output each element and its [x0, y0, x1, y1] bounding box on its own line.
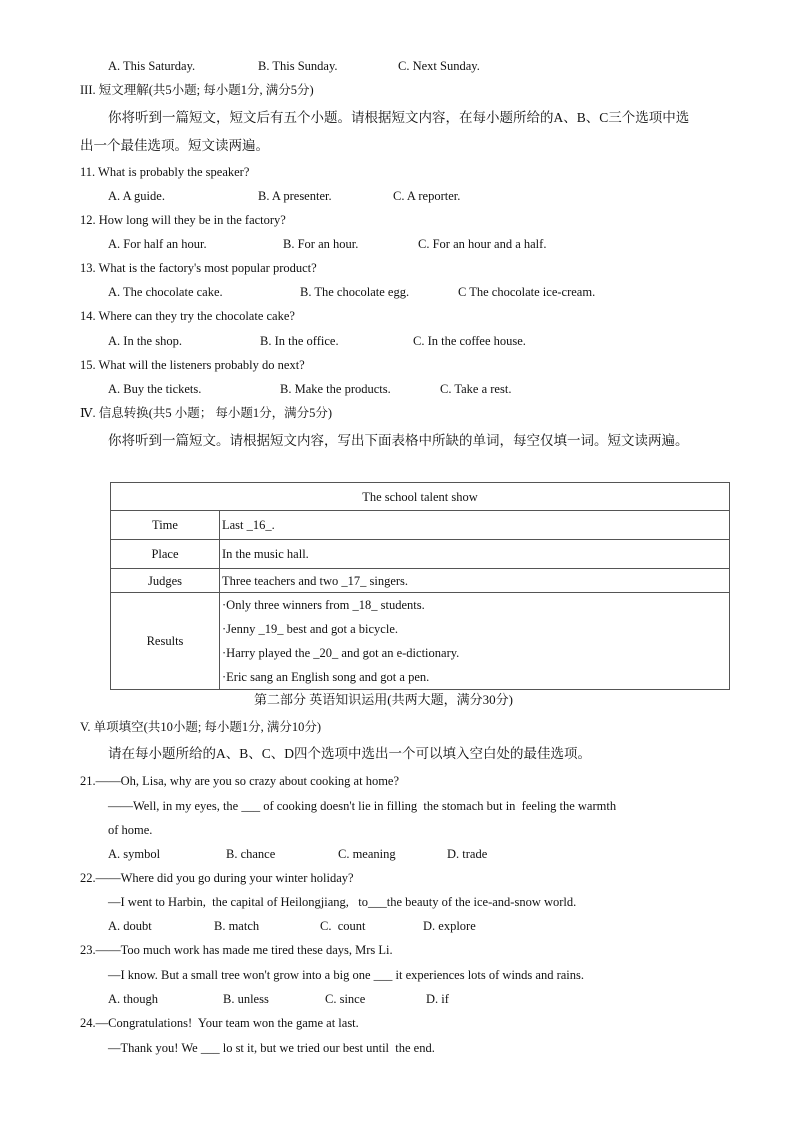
q14-question: 14. Where can they try the chocolate cake?	[80, 309, 295, 323]
result-line: ·Jenny _19_ best and got a bicycle.	[222, 622, 398, 636]
q22-option-b: B. match	[214, 919, 260, 933]
q13-option-c: C The chocolate ice-cream.	[458, 285, 596, 299]
q23-option-a: A. though	[108, 992, 158, 1006]
q10-option-c: C. Next Sunday.	[398, 59, 480, 73]
row-label-place: Place	[111, 540, 220, 569]
table-caption: The school talent show	[111, 483, 730, 511]
result-line: ·Harry played the _20_ and got an e-dictionary.	[222, 646, 460, 660]
q23-option-b: B. unless	[223, 992, 269, 1006]
q15-option-b: B. Make the products.	[280, 382, 391, 396]
section3-heading: III. 短文理解(共5小题; 每小题1分, 满分5分)	[80, 83, 314, 97]
q21-option-c: C. meaning	[338, 847, 396, 861]
talent-show-table	[110, 482, 730, 690]
row-value-results	[220, 593, 730, 690]
q10-option-a: A. This Saturday.	[108, 59, 196, 73]
q22-line2: —I went to Harbin, the capital of Heilongjiang, to___the beauty of the ice-and-snow world.	[108, 895, 577, 909]
result-line: ·Only three winners from _18_ students.	[222, 598, 425, 612]
part2-heading: 第二部分 英语知识运用(共两大题，满分30分)	[254, 692, 513, 707]
q23-line2: —I know. But a small tree won't grow into a big one ___ it experiences lots of winds and rains.	[108, 968, 585, 982]
q12-option-c: C. For an hour and a half.	[418, 237, 547, 251]
row-label-judges: Judges	[111, 569, 220, 593]
q21-option-b: B. chance	[226, 847, 276, 861]
q13-option-b: B. The chocolate egg.	[300, 285, 410, 299]
q14-option-a: A. In the shop.	[108, 334, 182, 348]
q12-option-a: A. For half an hour.	[108, 237, 207, 251]
table-row	[111, 593, 730, 690]
q13-option-a: A. The chocolate cake.	[108, 285, 223, 299]
q11-question: 11. What is probably the speaker?	[80, 165, 250, 179]
result-line: ·Eric sang an English song and got a pen.	[222, 670, 430, 684]
q22-option-a: A. doubt	[108, 919, 152, 933]
q22-option-d: D. explore	[423, 919, 476, 933]
section3-instruction-line1: 你将听到一篇短文，短文后有五个小题。请根据短文内容，在每小题所给的A、B、C三个选项中选	[108, 110, 690, 125]
q24-line2: —Thank you! We ___ lo st it, but we tried our best until the end.	[108, 1041, 435, 1055]
q22-line1: 22.——Where did you go during your winter holiday?	[80, 871, 354, 885]
q12-question: 12. How long will they be in the factory?	[80, 213, 286, 227]
q11-option-a: A. A guide.	[108, 189, 165, 203]
table-row	[111, 569, 730, 593]
q23-line1: 23.——Too much work has made me tired these days, Mrs Li.	[80, 943, 393, 957]
q21-line1: 21.——Oh, Lisa, why are you so crazy about cooking at home?	[80, 774, 400, 788]
row-label-results: Results	[111, 593, 220, 690]
q11-option-b: B. A presenter.	[258, 189, 332, 203]
row-value-judges: Three teachers and two _17_ singers.	[220, 569, 730, 593]
section5-heading: V. 单项填空(共10小题; 每小题1分, 满分10分)	[80, 720, 322, 734]
q23-option-d: D. if	[426, 992, 449, 1006]
q15-option-c: C. Take a rest.	[440, 382, 512, 396]
q15-question: 15. What will the listeners probably do next?	[80, 358, 305, 372]
section3-instruction-line2: 出一个最佳选项。短文读两遍。	[80, 138, 269, 153]
q21-line3: of home.	[108, 823, 153, 837]
table-row	[111, 511, 730, 540]
q15-option-a: A. Buy the tickets.	[108, 382, 202, 396]
q24-line1: 24.—Congratulations! Your team won the game at last.	[80, 1016, 359, 1030]
q21-option-a: A. symbol	[108, 847, 161, 861]
row-value-place: In the music hall.	[220, 540, 730, 569]
q21-line2: ——Well, in my eyes, the ___ of cooking doesn't lie in filling the stomach but in feeling the warmth	[108, 799, 617, 813]
table-row	[111, 540, 730, 569]
q12-option-b: B. For an hour.	[283, 237, 359, 251]
q23-option-c: C. since	[325, 992, 366, 1006]
q21-option-d: D. trade	[447, 847, 488, 861]
row-label-time: Time	[111, 511, 220, 540]
q14-option-c: C. In the coffee house.	[413, 334, 526, 348]
q13-question: 13. What is the factory's most popular product?	[80, 261, 317, 275]
q22-option-c: C. count	[320, 919, 366, 933]
q11-option-c: C. A reporter.	[393, 189, 461, 203]
section5-instruction: 请在每小题所给的A、B、C、D四个选项中选出一个可以填入空白处的最佳选项。	[108, 746, 592, 761]
section4-instruction: 你将听到一篇短文。请根据短文内容，写出下面表格中所缺的单词，每空仅填一词。短文读两遍。	[108, 433, 689, 448]
row-value-time: Last _16_.	[220, 511, 730, 540]
q14-option-b: B. In the office.	[260, 334, 339, 348]
section4-heading: Ⅳ. 信息转换(共5 小题； 每小题1分，满分5分)	[80, 406, 333, 420]
q10-option-b: B. This Sunday.	[258, 59, 338, 73]
